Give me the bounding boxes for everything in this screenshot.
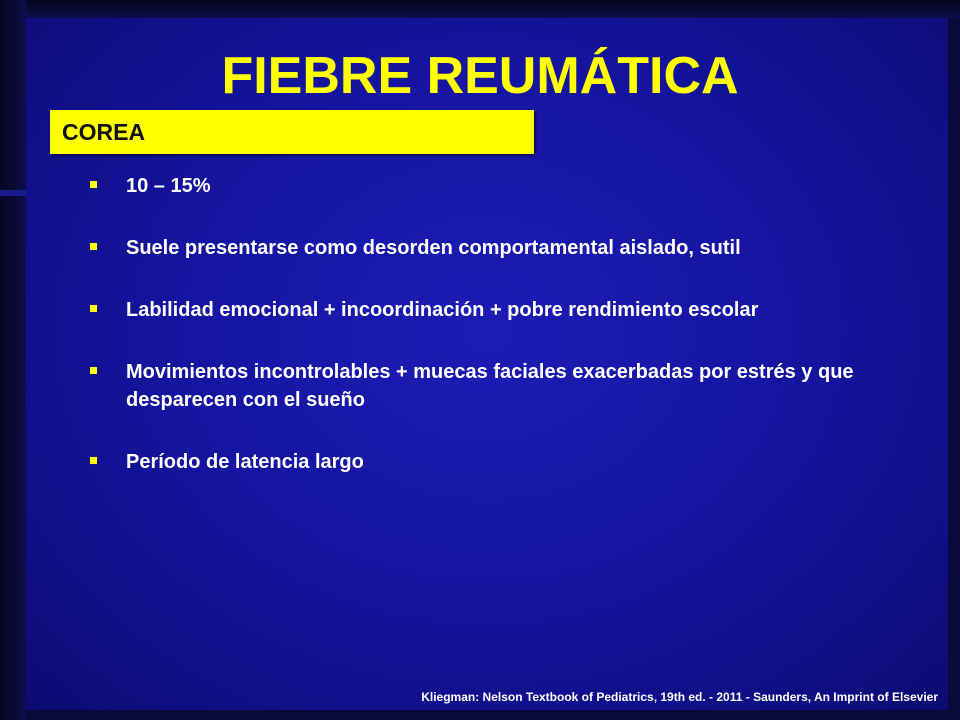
square-bullet-icon [90, 243, 97, 250]
bullet-item-latency [90, 448, 910, 476]
square-bullet-icon [90, 181, 97, 188]
bullet-item-presentation [90, 234, 910, 262]
section-header-label: COREA [62, 119, 146, 145]
bullet-text: Movimientos incontrolables + muecas faciales exacerbadas por estrés y que desparecen con el sueño [126, 361, 854, 411]
square-bullet-icon [90, 305, 97, 312]
slide-top-edge [0, 0, 960, 18]
slide-title: FIEBRE REUMÁTICA [221, 47, 739, 105]
bullet-text: 10 – 15% [126, 175, 211, 197]
section-header-bar [50, 110, 534, 154]
bullet-list [90, 172, 910, 476]
bullet-text: Período de latencia largo [126, 451, 364, 473]
square-bullet-icon [90, 457, 97, 464]
square-bullet-icon [90, 367, 97, 374]
bullet-text: Labilidad emocional + incoordinación + pobre rendimiento escolar [126, 299, 759, 321]
source-citation: Kliegman: Nelson Textbook of Pediatrics, 19th ed. - 2011 - Saunders, An Imprint of Elsevier [421, 690, 938, 704]
bullet-item-movements [90, 358, 910, 414]
bullet-item-lability [90, 296, 910, 324]
bullet-item-prevalence [90, 172, 910, 200]
bullet-text: Suele presentarse como desorden comportamental aislado, sutil [126, 237, 741, 259]
slide-left-edge [0, 0, 26, 720]
slide-left-edge-accent [0, 190, 26, 196]
